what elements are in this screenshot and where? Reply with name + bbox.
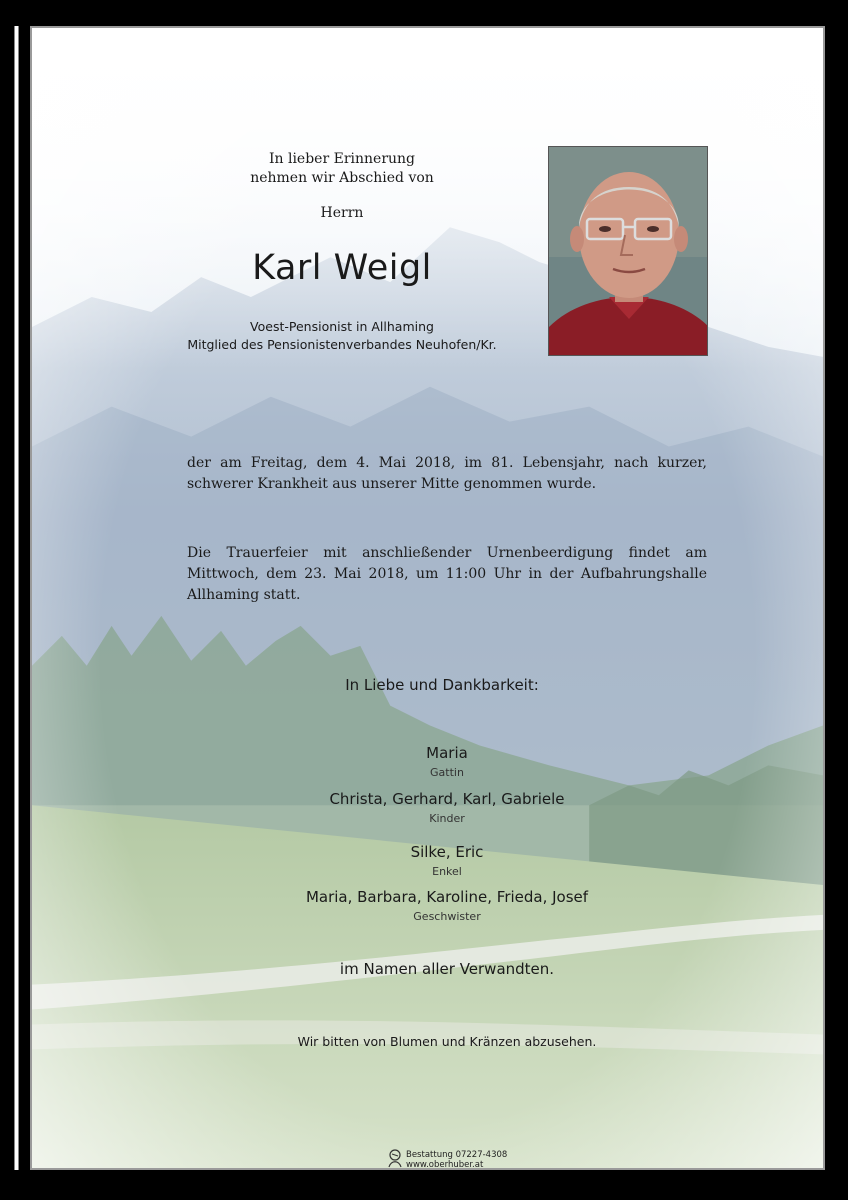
family-names: Maria, Barbara, Karoline, Frieda, Josef: [305, 888, 589, 906]
salutation: Herrn: [320, 205, 364, 221]
funeral-home-logo-icon: [386, 1148, 404, 1168]
intro-line-2: nehmen wir Abschied von: [250, 170, 434, 186]
family-names: Silke, Eric: [410, 843, 484, 861]
gratitude-heading: In Liebe und Dankbarkeit:: [345, 676, 539, 694]
portrait-photo: [548, 146, 708, 356]
death-notice-paragraph: der am Freitag, dem 4. Mai 2018, im 81. Lebensjahr, nach kurzer, schwerer Krankheit aus unserer Mitte genommen wurde.: [187, 455, 707, 492]
family-names: Christa, Gerhard, Karl, Gabriele: [329, 790, 565, 808]
intro-text: [232, 150, 452, 188]
family-role: Kinder: [429, 812, 465, 825]
deceased-occupation: Voest-Pensionist in Allhaming: [250, 319, 434, 334]
deceased-membership: Mitglied des Pensionistenverbandes Neuhofen/Kr.: [187, 337, 497, 352]
intro-line-1: In lieber Erinnerung: [268, 151, 416, 167]
funeral-home-phone: Bestattung 07227-4308: [406, 1150, 508, 1160]
funeral-details-paragraph: Die Trauerfeier mit anschließender Urnenbeerdigung findet am Mittwoch, dem 23. Mai 2018, um 11:00 Uhr in der Aufbahrungshalle Allhaming statt.: [187, 545, 707, 603]
deceased-name: Karl Weigl: [252, 248, 432, 288]
obituary-sheet: [30, 26, 825, 1170]
family-role: Enkel: [432, 865, 462, 878]
funeral-home-website[interactable]: www.oberhuber.at: [406, 1160, 484, 1170]
family-names: Maria: [426, 744, 468, 762]
family-role: Gattin: [430, 766, 464, 779]
funeral-home-footer: [384, 1146, 534, 1170]
flowers-note: Wir bitten von Blumen und Kränzen abzusehen.: [297, 1034, 597, 1049]
deceased-description: [152, 318, 532, 354]
closing-line: im Namen aller Verwandten.: [339, 960, 555, 978]
page-fold-edge: [14, 26, 19, 1170]
family-role: Geschwister: [413, 910, 481, 923]
